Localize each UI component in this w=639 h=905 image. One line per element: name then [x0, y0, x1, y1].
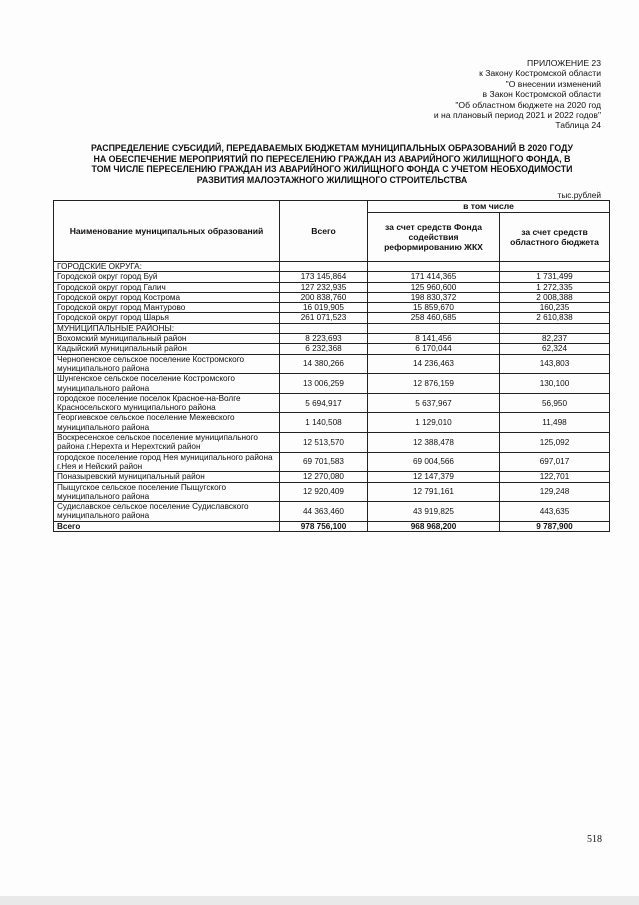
table-body	[54, 262, 610, 532]
table-row	[54, 374, 610, 394]
section-title: МУНИЦИПАЛЬНЫЕ РАЙОНЫ:	[54, 323, 280, 333]
regional-value: 56,950	[500, 393, 610, 413]
header-group: в том числе	[368, 201, 610, 213]
empty-cell	[280, 262, 368, 272]
total-value: 12 920,409	[280, 482, 368, 502]
regional-value: 82,237	[500, 334, 610, 344]
municipality-name: Вохомский муниципальный район	[54, 334, 280, 344]
page-number: 518	[587, 834, 602, 845]
municipality-name: Городской округ город Шарья	[54, 313, 280, 323]
total-value: 127 232,935	[280, 282, 368, 292]
fund-value: 198 830,372	[368, 292, 500, 302]
municipality-name: Чернопенское сельское поселение Костромского муниципального района	[54, 354, 280, 374]
total-value: 5 694,917	[280, 393, 368, 413]
regional-value: 160,235	[500, 303, 610, 313]
municipality-name: Пыщугское сельское поселение Пыщугского муниципального района	[54, 482, 280, 502]
fund-value: 69 004,566	[368, 452, 500, 472]
municipality-name: Городской округ город Кострома	[54, 292, 280, 302]
empty-cell	[500, 262, 610, 272]
annex-line: и на плановый период 2021 и 2022 годов"	[433, 110, 601, 121]
regional-value: 1 731,499	[500, 272, 610, 282]
regional-value: 443,635	[500, 502, 610, 522]
grand-regional-value: 9 787,900	[500, 521, 610, 531]
total-value: 173 145,864	[280, 272, 368, 282]
table-row	[54, 452, 610, 472]
fund-value: 6 170,044	[368, 344, 500, 354]
regional-value: 125,092	[500, 433, 610, 453]
table-row	[54, 393, 610, 413]
table-row	[54, 303, 610, 313]
municipality-name: Георгиевское сельское поселение Межевского муниципального района	[54, 413, 280, 433]
fund-value: 258 460,685	[368, 313, 500, 323]
scan-edge	[0, 896, 639, 905]
total-value: 12 513,570	[280, 433, 368, 453]
grand-total-value: 978 756,100	[280, 521, 368, 531]
regional-value: 122,701	[500, 472, 610, 482]
municipality-name: Кадыйский муниципальный район	[54, 344, 280, 354]
title-line: НА ОБЕСПЕЧЕНИЕ МЕРОПРИЯТИЙ ПО ПЕРЕСЕЛЕНИЮ ГРАЖДАН ИЗ АВАРИЙНОГО ЖИЛИЩНОГО ФОНДА, В	[93, 153, 571, 164]
table-row	[54, 502, 610, 522]
title-line: РАСПРЕДЕЛЕНИЕ СУБСИДИЙ, ПЕРЕДАВАЕМЫХ БЮДЖЕТАМ МУНИЦИПАЛЬНЫХ ОБРАЗОВАНИЙ В 2020 ГОДУ	[91, 143, 573, 153]
municipality-name: городское поселение поселок Красное-на-Волге Красносельского муниципального района	[54, 393, 280, 413]
title-line: РАЗВИТИЯ МАЛОЭТАЖНОГО ЖИЛИЩНОГО СТРОИТЕЛЬСТВА	[196, 174, 468, 185]
total-value: 6 232,368	[280, 344, 368, 354]
total-value: 44 363,460	[280, 502, 368, 522]
header-regional: за счет средств областного бюджета	[500, 213, 610, 262]
municipality-name: Воскресенское сельское поселение муниципального района г.Нерехта и Нерехтский район	[54, 433, 280, 453]
header-total: Всего	[280, 201, 368, 262]
fund-value: 12 147,379	[368, 472, 500, 482]
total-row	[54, 521, 610, 531]
title-line: ТОМ ЧИСЛЕ ПЕРЕСЕЛЕНИЮ ГРАЖДАН ИЗ АВАРИЙНОГО ЖИЛИЩНОГО ФОНДА С УЧЕТОМ НЕОБХОДИМОСТИ	[91, 164, 573, 175]
annex-line: "Об областном бюджете на 2020 год	[455, 99, 601, 110]
regional-value: 697,017	[500, 452, 610, 472]
regional-value: 2 610,838	[500, 313, 610, 323]
table-row	[54, 433, 610, 453]
table-number: Таблица 24	[555, 120, 601, 131]
municipality-name: Судиславское сельское поселение Судиславского муниципального района	[54, 502, 280, 522]
header-name: Наименование муниципальных образований	[54, 201, 280, 262]
regional-value: 2 008,388	[500, 292, 610, 302]
header-fund: за счет средств Фонда содействия реформированию ЖКХ	[368, 213, 500, 262]
table-row	[54, 334, 610, 344]
municipality-name: Шунгенское сельское поселение Костромского муниципального района	[54, 374, 280, 394]
section-title: ГОРОДСКИЕ ОКРУГА:	[54, 262, 280, 272]
fund-value: 12 876,159	[368, 374, 500, 394]
empty-cell	[368, 262, 500, 272]
section-row	[54, 323, 610, 333]
empty-cell	[368, 323, 500, 333]
table-row	[54, 272, 610, 282]
table-row	[54, 344, 610, 354]
total-value: 1 140,508	[280, 413, 368, 433]
fund-value: 12 791,161	[368, 482, 500, 502]
regional-value: 130,100	[500, 374, 610, 394]
table-row	[54, 354, 610, 374]
annex-line: в Закон Костромской области	[482, 89, 601, 100]
section-row	[54, 262, 610, 272]
annex-line: к Закону Костромской области	[479, 68, 601, 79]
subsidy-table	[53, 200, 610, 532]
empty-cell	[500, 323, 610, 333]
table-row	[54, 282, 610, 292]
regional-value: 1 272,335	[500, 282, 610, 292]
total-value: 14 380,266	[280, 354, 368, 374]
fund-value: 43 919,825	[368, 502, 500, 522]
table-row	[54, 292, 610, 302]
document-title	[52, 143, 612, 185]
table-row	[54, 313, 610, 323]
fund-value: 15 859,670	[368, 303, 500, 313]
municipality-name: Городской округ город Галич	[54, 282, 280, 292]
total-value: 16 019,905	[280, 303, 368, 313]
municipality-name: Городской округ город Мантурово	[54, 303, 280, 313]
total-value: 200 838,760	[280, 292, 368, 302]
regional-value: 143,803	[500, 354, 610, 374]
total-label: Всего	[54, 521, 280, 531]
fund-value: 1 129,010	[368, 413, 500, 433]
regional-value: 11,498	[500, 413, 610, 433]
municipality-name: Городской округ город Буй	[54, 272, 280, 282]
annex-line: ПРИЛОЖЕНИЕ 23	[527, 58, 601, 68]
table-row	[54, 472, 610, 482]
annex-header	[434, 58, 601, 131]
grand-fund-value: 968 968,200	[368, 521, 500, 531]
annex-line: "О внесении изменений	[505, 78, 601, 89]
total-value: 69 701,583	[280, 452, 368, 472]
empty-cell	[280, 323, 368, 333]
total-value: 8 223,693	[280, 334, 368, 344]
municipality-name: городское поселение город Нея муниципального района г.Нея и Нейский район	[54, 452, 280, 472]
table-row	[54, 413, 610, 433]
municipality-name: Поназыревский муниципальный район	[54, 472, 280, 482]
total-value: 12 270,080	[280, 472, 368, 482]
fund-value: 12 388,478	[368, 433, 500, 453]
fund-value: 5 637,967	[368, 393, 500, 413]
fund-value: 8 141,456	[368, 334, 500, 344]
regional-value: 129,248	[500, 482, 610, 502]
regional-value: 62,324	[500, 344, 610, 354]
header-row	[54, 201, 610, 213]
total-value: 13 006,259	[280, 374, 368, 394]
total-value: 261 071,523	[280, 313, 368, 323]
table-row	[54, 482, 610, 502]
fund-value: 14 236,463	[368, 354, 500, 374]
fund-value: 171 414,365	[368, 272, 500, 282]
fund-value: 125 960,600	[368, 282, 500, 292]
unit-label: тыс.рублей	[557, 190, 601, 200]
